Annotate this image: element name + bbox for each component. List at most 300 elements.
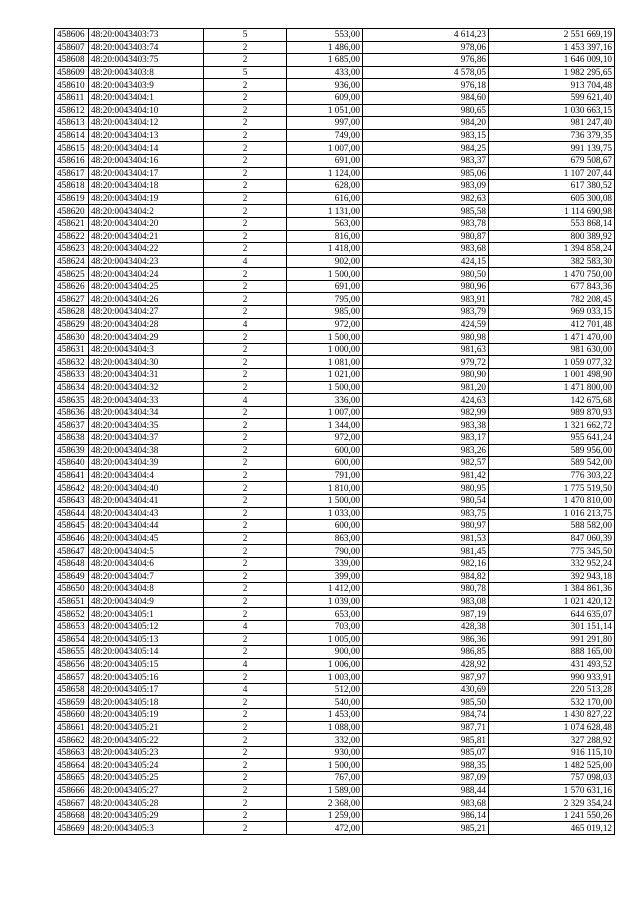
cadastral-number-cell: 48:20:0043405:18: [89, 696, 204, 709]
unit-price-cell: 985,58: [363, 205, 489, 218]
class-cell: 2: [204, 557, 287, 570]
cadastral-number-cell: 48:20:0043405:25: [89, 772, 204, 785]
row-id-cell: 458651: [55, 595, 89, 608]
unit-price-cell: 4 578,05: [363, 66, 489, 79]
row-id-cell: 458618: [55, 180, 89, 193]
unit-price-cell: 980,54: [363, 494, 489, 507]
class-cell: 5: [204, 66, 287, 79]
unit-price-cell: 987,09: [363, 772, 489, 785]
class-cell: 2: [204, 734, 287, 747]
table-row: [55, 709, 615, 722]
area-cell: 902,00: [287, 255, 363, 268]
row-id-cell: 458645: [55, 520, 89, 533]
table-row: [55, 192, 615, 205]
value-cell: 588 582,00: [489, 520, 615, 533]
cadastral-number-cell: 48:20:0043404:13: [89, 129, 204, 142]
row-id-cell: 458611: [55, 91, 89, 104]
cadastral-number-cell: 48:20:0043404:39: [89, 457, 204, 470]
unit-price-cell: 982,57: [363, 457, 489, 470]
row-id-cell: 458641: [55, 469, 89, 482]
cadastral-number-cell: 48:20:0043405:16: [89, 671, 204, 684]
area-cell: 1 344,00: [287, 419, 363, 432]
class-cell: 2: [204, 406, 287, 419]
table-row: [55, 457, 615, 470]
value-cell: 981 247,40: [489, 117, 615, 130]
cadastral-number-cell: 48:20:0043404:17: [89, 167, 204, 180]
cadastral-number-cell: 48:20:0043404:14: [89, 142, 204, 155]
class-cell: 2: [204, 180, 287, 193]
cadastral-number-cell: 48:20:0043404:3: [89, 343, 204, 356]
unit-price-cell: 985,50: [363, 696, 489, 709]
row-id-cell: 458616: [55, 154, 89, 167]
cadastral-number-cell: 48:20:0043405:17: [89, 683, 204, 696]
table-row: [55, 608, 615, 621]
row-id-cell: 458650: [55, 583, 89, 596]
cadastral-number-cell: 48:20:0043405:22: [89, 734, 204, 747]
class-cell: 4: [204, 620, 287, 633]
table-row: [55, 268, 615, 281]
row-id-cell: 458608: [55, 54, 89, 67]
row-id-cell: 458660: [55, 709, 89, 722]
class-cell: 2: [204, 520, 287, 533]
row-id-cell: 458621: [55, 217, 89, 230]
table-row: [55, 759, 615, 772]
class-cell: 2: [204, 746, 287, 759]
table-row: [55, 230, 615, 243]
row-id-cell: 458615: [55, 142, 89, 155]
area-cell: 553,00: [287, 29, 363, 42]
value-cell: 1 982 295,65: [489, 66, 615, 79]
unit-price-cell: 985,81: [363, 734, 489, 747]
class-cell: 4: [204, 318, 287, 331]
table-row: [55, 343, 615, 356]
table-row: [55, 306, 615, 319]
unit-price-cell: 985,07: [363, 746, 489, 759]
table-row: [55, 406, 615, 419]
area-cell: 816,00: [287, 230, 363, 243]
row-id-cell: 458612: [55, 104, 89, 117]
unit-price-cell: 980,96: [363, 280, 489, 293]
cadastral-number-cell: 48:20:0043404:6: [89, 557, 204, 570]
row-id-cell: 458627: [55, 293, 89, 306]
cadastral-number-cell: 48:20:0043404:29: [89, 331, 204, 344]
table-body: [55, 29, 615, 835]
class-cell: 2: [204, 167, 287, 180]
value-cell: 1 471 800,00: [489, 381, 615, 394]
cadastral-number-cell: 48:20:0043404:30: [89, 356, 204, 369]
row-id-cell: 458637: [55, 419, 89, 432]
value-cell: 913 704,48: [489, 79, 615, 92]
class-cell: 2: [204, 205, 287, 218]
table-row: [55, 671, 615, 684]
row-id-cell: 458614: [55, 129, 89, 142]
row-id-cell: 458609: [55, 66, 89, 79]
value-cell: 1 241 550,26: [489, 809, 615, 822]
row-id-cell: 458649: [55, 570, 89, 583]
unit-price-cell: 983,37: [363, 154, 489, 167]
value-cell: 1 471 470,00: [489, 331, 615, 344]
value-cell: 1 016 213,75: [489, 507, 615, 520]
row-id-cell: 458620: [55, 205, 89, 218]
row-id-cell: 458644: [55, 507, 89, 520]
row-id-cell: 458625: [55, 268, 89, 281]
value-cell: 1 030 663,15: [489, 104, 615, 117]
row-id-cell: 458664: [55, 759, 89, 772]
cadastral-number-cell: 48:20:0043405:3: [89, 822, 204, 835]
unit-price-cell: 983,09: [363, 180, 489, 193]
row-id-cell: 458629: [55, 318, 89, 331]
value-cell: 1 114 690,98: [489, 205, 615, 218]
class-cell: 4: [204, 658, 287, 671]
unit-price-cell: 983,68: [363, 243, 489, 256]
table-row: [55, 217, 615, 230]
area-cell: 1 453,00: [287, 709, 363, 722]
area-cell: 749,00: [287, 129, 363, 142]
value-cell: 990 933,91: [489, 671, 615, 684]
row-id-cell: 458668: [55, 809, 89, 822]
row-id-cell: 458669: [55, 822, 89, 835]
value-cell: 431 493,52: [489, 658, 615, 671]
table-row: [55, 293, 615, 306]
value-cell: 677 843,36: [489, 280, 615, 293]
unit-price-cell: 980,98: [363, 331, 489, 344]
row-id-cell: 458653: [55, 620, 89, 633]
table-row: [55, 822, 615, 835]
area-cell: 1 412,00: [287, 583, 363, 596]
value-cell: 142 675,68: [489, 394, 615, 407]
table-row: [55, 41, 615, 54]
area-cell: 332,00: [287, 734, 363, 747]
table-row: [55, 595, 615, 608]
unit-price-cell: 976,86: [363, 54, 489, 67]
class-cell: 2: [204, 759, 287, 772]
row-id-cell: 458633: [55, 369, 89, 382]
class-cell: 2: [204, 381, 287, 394]
class-cell: 2: [204, 154, 287, 167]
cadastral-number-cell: 48:20:0043404:38: [89, 444, 204, 457]
table-row: [55, 646, 615, 659]
cadastral-number-cell: 48:20:0043405:27: [89, 784, 204, 797]
unit-price-cell: 988,44: [363, 784, 489, 797]
table-row: [55, 734, 615, 747]
class-cell: 2: [204, 494, 287, 507]
row-id-cell: 458662: [55, 734, 89, 747]
value-cell: 1 059 077,32: [489, 356, 615, 369]
value-cell: 1 430 827,22: [489, 709, 615, 722]
cadastral-number-cell: 48:20:0043404:23: [89, 255, 204, 268]
table-row: [55, 620, 615, 633]
row-id-cell: 458628: [55, 306, 89, 319]
class-cell: 2: [204, 696, 287, 709]
cadastral-number-cell: 48:20:0043404:27: [89, 306, 204, 319]
table-row: [55, 54, 615, 67]
table-row: [55, 746, 615, 759]
class-cell: 2: [204, 54, 287, 67]
unit-price-cell: 987,97: [363, 671, 489, 684]
value-cell: 782 208,45: [489, 293, 615, 306]
class-cell: 2: [204, 608, 287, 621]
cadastral-number-cell: 48:20:0043404:18: [89, 180, 204, 193]
row-id-cell: 458652: [55, 608, 89, 621]
table-row: [55, 117, 615, 130]
value-cell: 776 303,22: [489, 469, 615, 482]
row-id-cell: 458634: [55, 381, 89, 394]
row-id-cell: 458657: [55, 671, 89, 684]
table-row: [55, 432, 615, 445]
unit-price-cell: 984,25: [363, 142, 489, 155]
cadastral-number-cell: 48:20:0043404:31: [89, 369, 204, 382]
table-row: [55, 797, 615, 810]
value-cell: 1 646 009,10: [489, 54, 615, 67]
value-cell: 1 394 858,24: [489, 243, 615, 256]
unit-price-cell: 985,06: [363, 167, 489, 180]
area-cell: 1 003,00: [287, 671, 363, 684]
unit-price-cell: 981,20: [363, 381, 489, 394]
table-row: [55, 809, 615, 822]
area-cell: 1 124,00: [287, 167, 363, 180]
area-cell: 1 088,00: [287, 721, 363, 734]
area-cell: 1 500,00: [287, 268, 363, 281]
value-cell: 736 379,35: [489, 129, 615, 142]
table-row: [55, 721, 615, 734]
class-cell: 4: [204, 683, 287, 696]
area-cell: 609,00: [287, 91, 363, 104]
unit-price-cell: 987,19: [363, 608, 489, 621]
unit-price-cell: 980,97: [363, 520, 489, 533]
row-id-cell: 458630: [55, 331, 89, 344]
class-cell: 2: [204, 331, 287, 344]
cadastral-number-cell: 48:20:0043404:1: [89, 91, 204, 104]
row-id-cell: 458667: [55, 797, 89, 810]
area-cell: 1 500,00: [287, 331, 363, 344]
row-id-cell: 458631: [55, 343, 89, 356]
area-cell: 863,00: [287, 532, 363, 545]
value-cell: 382 583,30: [489, 255, 615, 268]
table-row: [55, 545, 615, 558]
cadastral-number-cell: 48:20:0043405:28: [89, 797, 204, 810]
table-row: [55, 570, 615, 583]
class-cell: 2: [204, 343, 287, 356]
cadastral-number-cell: 48:20:0043404:5: [89, 545, 204, 558]
cadastral-number-cell: 48:20:0043404:37: [89, 432, 204, 445]
unit-price-cell: 986,14: [363, 809, 489, 822]
row-id-cell: 458623: [55, 243, 89, 256]
class-cell: 2: [204, 306, 287, 319]
cadastral-number-cell: 48:20:0043403:8: [89, 66, 204, 79]
class-cell: 2: [204, 797, 287, 810]
unit-price-cell: 430,69: [363, 683, 489, 696]
unit-price-cell: 983,17: [363, 432, 489, 445]
area-cell: 1 000,00: [287, 343, 363, 356]
row-id-cell: 458643: [55, 494, 89, 507]
value-cell: 617 380,52: [489, 180, 615, 193]
value-cell: 589 956,00: [489, 444, 615, 457]
table-row: [55, 583, 615, 596]
table-row: [55, 696, 615, 709]
unit-price-cell: 981,63: [363, 343, 489, 356]
row-id-cell: 458642: [55, 482, 89, 495]
row-id-cell: 458659: [55, 696, 89, 709]
cadastral-number-cell: 48:20:0043404:12: [89, 117, 204, 130]
unit-price-cell: 986,36: [363, 633, 489, 646]
cadastral-number-cell: 48:20:0043403:73: [89, 29, 204, 42]
unit-price-cell: 983,08: [363, 595, 489, 608]
unit-price-cell: 428,92: [363, 658, 489, 671]
class-cell: 2: [204, 91, 287, 104]
value-cell: 412 701,48: [489, 318, 615, 331]
area-cell: 795,00: [287, 293, 363, 306]
row-id-cell: 458636: [55, 406, 89, 419]
cadastral-number-cell: 48:20:0043404:34: [89, 406, 204, 419]
table-row: [55, 494, 615, 507]
unit-price-cell: 984,82: [363, 570, 489, 583]
area-cell: 900,00: [287, 646, 363, 659]
table-row: [55, 444, 615, 457]
table-row: [55, 394, 615, 407]
area-cell: 1 021,00: [287, 369, 363, 382]
cadastral-number-cell: 48:20:0043405:23: [89, 746, 204, 759]
table-row: [55, 683, 615, 696]
value-cell: 301 151,14: [489, 620, 615, 633]
row-id-cell: 458622: [55, 230, 89, 243]
value-cell: 800 389,92: [489, 230, 615, 243]
class-cell: 2: [204, 809, 287, 822]
class-cell: 2: [204, 646, 287, 659]
cadastral-number-cell: 48:20:0043403:74: [89, 41, 204, 54]
unit-price-cell: 983,38: [363, 419, 489, 432]
table-row: [55, 381, 615, 394]
cadastral-number-cell: 48:20:0043405:19: [89, 709, 204, 722]
cadastral-number-cell: 48:20:0043404:44: [89, 520, 204, 533]
class-cell: 4: [204, 394, 287, 407]
unit-price-cell: 985,21: [363, 822, 489, 835]
area-cell: 339,00: [287, 557, 363, 570]
row-id-cell: 458665: [55, 772, 89, 785]
table-row: [55, 129, 615, 142]
area-cell: 1 131,00: [287, 205, 363, 218]
area-cell: 1 500,00: [287, 381, 363, 394]
value-cell: 955 641,24: [489, 432, 615, 445]
cadastral-number-cell: 48:20:0043404:32: [89, 381, 204, 394]
value-cell: 599 621,40: [489, 91, 615, 104]
area-cell: 628,00: [287, 180, 363, 193]
class-cell: 2: [204, 293, 287, 306]
unit-price-cell: 980,87: [363, 230, 489, 243]
cadastral-number-cell: 48:20:0043404:19: [89, 192, 204, 205]
area-cell: 997,00: [287, 117, 363, 130]
area-cell: 399,00: [287, 570, 363, 583]
unit-price-cell: 980,90: [363, 369, 489, 382]
class-cell: 2: [204, 79, 287, 92]
value-cell: 644 635,07: [489, 608, 615, 621]
cadastral-number-cell: 48:20:0043404:45: [89, 532, 204, 545]
class-cell: 2: [204, 217, 287, 230]
value-cell: 888 165,00: [489, 646, 615, 659]
row-id-cell: 458663: [55, 746, 89, 759]
class-cell: 2: [204, 457, 287, 470]
unit-price-cell: 976,18: [363, 79, 489, 92]
value-cell: 1 470 750,00: [489, 268, 615, 281]
class-cell: 2: [204, 369, 287, 382]
value-cell: 332 952,24: [489, 557, 615, 570]
value-cell: 679 508,67: [489, 154, 615, 167]
unit-price-cell: 978,06: [363, 41, 489, 54]
class-cell: 2: [204, 432, 287, 445]
table-row: [55, 520, 615, 533]
cadastral-number-cell: 48:20:0043404:4: [89, 469, 204, 482]
area-cell: 691,00: [287, 154, 363, 167]
value-cell: 775 345,50: [489, 545, 615, 558]
table-row: [55, 482, 615, 495]
class-cell: 2: [204, 822, 287, 835]
row-id-cell: 458654: [55, 633, 89, 646]
unit-price-cell: 981,45: [363, 545, 489, 558]
area-cell: 336,00: [287, 394, 363, 407]
unit-price-cell: 984,60: [363, 91, 489, 104]
row-id-cell: 458613: [55, 117, 89, 130]
cadastral-number-cell: 48:20:0043404:7: [89, 570, 204, 583]
area-cell: 1 007,00: [287, 406, 363, 419]
table-row: [55, 167, 615, 180]
area-cell: 1 486,00: [287, 41, 363, 54]
class-cell: 5: [204, 29, 287, 42]
class-cell: 2: [204, 595, 287, 608]
value-cell: 991 291,80: [489, 633, 615, 646]
unit-price-cell: 980,78: [363, 583, 489, 596]
area-cell: 1 589,00: [287, 784, 363, 797]
area-cell: 600,00: [287, 444, 363, 457]
class-cell: 2: [204, 192, 287, 205]
row-id-cell: 458617: [55, 167, 89, 180]
area-cell: 767,00: [287, 772, 363, 785]
area-cell: 791,00: [287, 469, 363, 482]
cadastral-number-cell: 48:20:0043405:14: [89, 646, 204, 659]
table-row: [55, 29, 615, 42]
class-cell: 2: [204, 671, 287, 684]
row-id-cell: 458606: [55, 29, 89, 42]
class-cell: 2: [204, 633, 287, 646]
table-row: [55, 419, 615, 432]
row-id-cell: 458646: [55, 532, 89, 545]
row-id-cell: 458607: [55, 41, 89, 54]
value-cell: 1 384 861,36: [489, 583, 615, 596]
table-row: [55, 154, 615, 167]
value-cell: 981 630,00: [489, 343, 615, 356]
unit-price-cell: 983,79: [363, 306, 489, 319]
row-id-cell: 458666: [55, 784, 89, 797]
class-cell: 2: [204, 129, 287, 142]
unit-price-cell: 982,16: [363, 557, 489, 570]
value-cell: 589 542,00: [489, 457, 615, 470]
class-cell: 4: [204, 255, 287, 268]
table-row: [55, 180, 615, 193]
class-cell: 2: [204, 280, 287, 293]
value-cell: 1 021 420,12: [489, 595, 615, 608]
class-cell: 2: [204, 419, 287, 432]
value-cell: 532 170,00: [489, 696, 615, 709]
table-row: [55, 255, 615, 268]
area-cell: 1 039,00: [287, 595, 363, 608]
class-cell: 2: [204, 356, 287, 369]
unit-price-cell: 983,15: [363, 129, 489, 142]
area-cell: 540,00: [287, 696, 363, 709]
area-cell: 1 685,00: [287, 54, 363, 67]
cadastral-number-cell: 48:20:0043404:22: [89, 243, 204, 256]
class-cell: 2: [204, 583, 287, 596]
cadastral-number-cell: 48:20:0043403:75: [89, 54, 204, 67]
area-cell: 703,00: [287, 620, 363, 633]
table-row: [55, 784, 615, 797]
